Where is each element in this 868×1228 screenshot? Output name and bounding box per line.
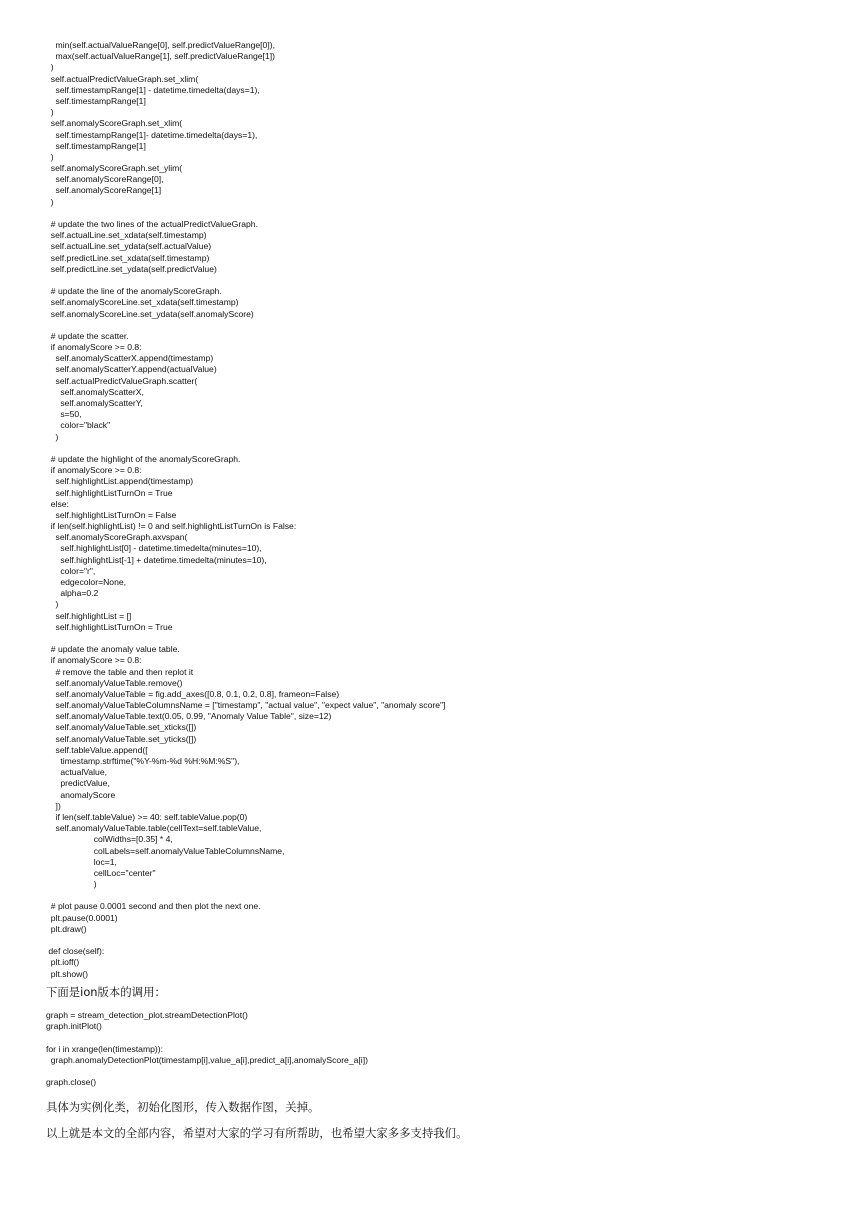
code-line: # update the line of the anomalyScoreGraph.: [46, 286, 222, 297]
code-line: ]): [46, 800, 61, 811]
code-line: self.highlightList[-1] + datetime.timedelta(minutes=10),: [46, 554, 267, 565]
code-line: ): [46, 196, 54, 207]
code-block-usage: [46, 1010, 368, 1088]
code-line: self.anomalyValueTable.table(cellText=self.tableValue,: [46, 823, 262, 834]
code-line: self.highlightList = []: [46, 610, 132, 621]
code-line: if anomalyScore >= 0.8:: [46, 342, 142, 353]
code-line: ): [46, 879, 97, 890]
code-line: [46, 320, 445, 331]
code-line: s=50,: [46, 409, 82, 420]
code-line: self.timestampRange[1] - datetime.timedelta(days=1),: [46, 84, 260, 95]
code-line: self.actualLine.set_xdata(self.timestamp): [46, 230, 207, 241]
code-line: self.anomalyScoreLine.set_ydata(self.anomalyScore): [46, 308, 254, 319]
code-line: edgecolor=None,: [46, 577, 127, 587]
code-line: ): [46, 107, 54, 118]
code-line: # update the scatter.: [46, 330, 129, 341]
code-line: [46, 890, 445, 901]
code-line: self.anomalyScoreGraph.axvspan(: [46, 532, 188, 543]
code-line: # remove the table and then replot it: [46, 666, 194, 677]
code-line: plt.ioff(): [46, 957, 80, 968]
code-line: ): [46, 62, 54, 73]
code-block-plot-methods: [46, 40, 445, 980]
code-line: plt.draw(): [46, 923, 87, 934]
code-line: plt.pause(0.0001): [46, 912, 118, 923]
code-line: if anomalyScore >= 0.8:: [46, 655, 142, 666]
code-line: color="black": [46, 420, 111, 431]
code-line: cellLoc="center": [46, 867, 156, 878]
code-line: self.anomalyScoreGraph.set_xlim(: [46, 118, 183, 129]
code-line: colLabels=self.anomalyValueTableColumnsName,: [46, 845, 285, 856]
code-line: self.predictLine.set_xdata(self.timestamp): [46, 252, 210, 263]
code-line: graph.close(): [46, 1077, 97, 1088]
code-line: min(self.actualValueRange[0], self.predictValueRange[0]),: [46, 40, 275, 50]
code-line: actualValue,: [46, 767, 107, 778]
code-line: self.highlightListTurnOn = False: [46, 509, 177, 520]
code-line: self.anomalyScoreRange[0],: [46, 174, 164, 185]
code-line: graph = stream_detection_plot.streamDetectionPlot(): [46, 1010, 248, 1020]
code-line: [46, 935, 445, 946]
code-line: self.anomalyScatterX,: [46, 386, 144, 397]
code-line: else:: [46, 498, 69, 509]
code-line: alpha=0.2: [46, 588, 99, 599]
code-line: self.anomalyValueTableColumnsName = ["timestamp", "actual value", "expect value", "anomaly score"]: [46, 700, 446, 711]
code-line: colWidths=[0.35] * 4,: [46, 834, 173, 845]
code-line: anomalyScore: [46, 789, 116, 800]
code-line: self.anomalyValueTable.remove(): [46, 677, 183, 688]
code-line: self.tableValue.append([: [46, 744, 148, 755]
code-line: self.anomalyScoreRange[1]: [46, 185, 162, 196]
code-line: self.highlightListTurnOn = True: [46, 487, 173, 498]
code-line: color="r",: [46, 565, 96, 576]
description-paragraph: 具体为实例化类，初始化图形，传入数据作图，关掉。: [46, 1100, 320, 1114]
intro-paragraph: 下面是ion版本的调用：: [46, 985, 166, 999]
code-line: ): [46, 599, 59, 610]
code-line: ): [46, 151, 54, 162]
code-line: self.anomalyValueTable.text(0.05, 0.99, "Anomaly Value Table", size=12): [46, 711, 332, 722]
code-line: [46, 1032, 368, 1043]
code-line: [46, 443, 445, 454]
code-line: if len(self.highlightList) != 0 and self.highlightListTurnOn is False:: [46, 521, 297, 532]
code-line: plt.show(): [46, 968, 89, 979]
code-line: self.anomalyScatterY.append(actualValue): [46, 364, 217, 375]
code-line: if anomalyScore >= 0.8:: [46, 465, 142, 476]
code-line: # update the two lines of the actualPredictValueGraph.: [46, 219, 258, 229]
code-line: for i in xrange(len(timestamp)):: [46, 1043, 164, 1054]
code-line: [46, 633, 445, 644]
closing-paragraph: 以上就是本文的全部内容，希望对大家的学习有所帮助，也希望大家多多支持我们。: [46, 1126, 468, 1140]
code-line: # update the highlight of the anomalyScoreGraph.: [46, 453, 241, 464]
code-line: self.anomalyScatterX.append(timestamp): [46, 353, 214, 364]
code-line: self.actualPredictValueGraph.scatter(: [46, 375, 198, 386]
code-line: self.anomalyValueTable = fig.add_axes([0.8, 0.1, 0.2, 0.8], frameon=False): [46, 688, 340, 699]
code-line: max(self.actualValueRange[1], self.predictValueRange[1]): [46, 51, 275, 62]
code-line: self.timestampRange[1]: [46, 140, 146, 151]
code-line: # update the anomaly value table.: [46, 644, 180, 655]
code-line: predictValue,: [46, 778, 110, 789]
code-line: self.timestampRange[1]- datetime.timedelta(days=1),: [46, 129, 258, 140]
code-line: self.actualLine.set_ydata(self.actualValue): [46, 241, 212, 252]
code-line: graph.anomalyDetectionPlot(timestamp[i],value_a[i],predict_a[i],anomalyScore_a[i]): [46, 1054, 368, 1065]
code-line: self.anomalyScatterY,: [46, 398, 143, 408]
code-line: def close(self):: [46, 946, 105, 957]
code-line: self.anomalyValueTable.set_yticks([]): [46, 733, 197, 744]
code-line: loc=1,: [46, 856, 117, 867]
code-line: timestamp.strftime("%Y-%m-%d %H:%M:%S"),: [46, 756, 240, 766]
code-line: if len(self.tableValue) >= 40: self.tableValue.pop(0): [46, 811, 248, 822]
code-line: [46, 1066, 368, 1077]
code-line: [46, 208, 445, 219]
code-line: self.anomalyScoreLine.set_xdata(self.timestamp): [46, 297, 239, 308]
code-line: [46, 275, 445, 286]
code-line: self.highlightList[0] - datetime.timedelta(minutes=10),: [46, 543, 262, 554]
code-line: self.actualPredictValueGraph.set_xlim(: [46, 73, 199, 84]
code-line: ): [46, 431, 59, 442]
code-line: self.highlightListTurnOn = True: [46, 621, 173, 632]
code-line: graph.initPlot(): [46, 1021, 102, 1032]
code-line: self.anomalyValueTable.set_xticks([]): [46, 722, 197, 733]
code-line: self.timestampRange[1]: [46, 95, 146, 106]
code-line: self.anomalyScoreGraph.set_ylim(: [46, 163, 183, 174]
code-line: # plot pause 0.0001 second and then plot the next one.: [46, 901, 261, 912]
code-line: self.highlightList.append(timestamp): [46, 476, 194, 487]
code-line: self.predictLine.set_ydata(self.predictValue): [46, 263, 217, 274]
